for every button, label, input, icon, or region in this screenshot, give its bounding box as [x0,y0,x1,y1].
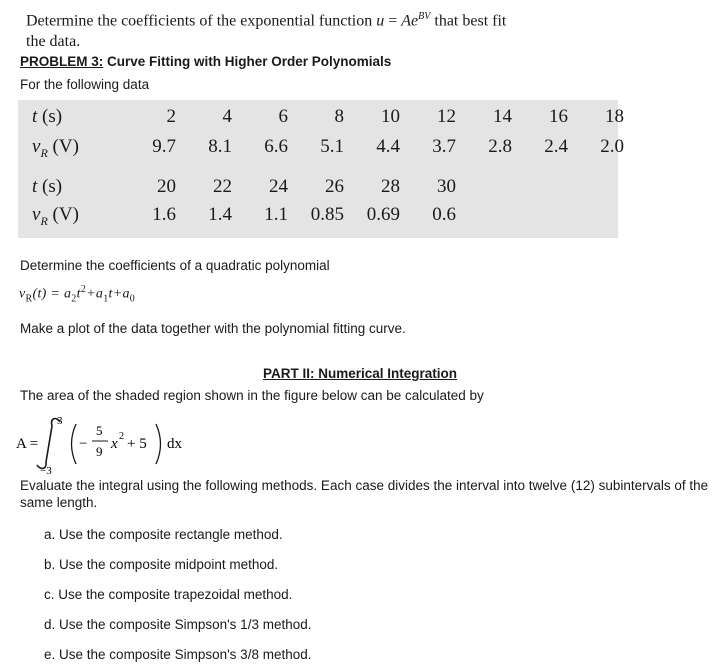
integral-x: x [111,436,118,452]
data-table [18,100,624,238]
table-cell: 2.4 [544,136,568,157]
fraction-numerator: 5 [96,423,103,438]
polynomial-equation: $v_R(t) = a_2t^2+a_1t+a_0$ [19,284,136,305]
table-cell: 0.85 [310,204,344,225]
table-cell: 6 [278,106,288,127]
intro-rhs: Ae [401,12,419,30]
intro-line1-prefix: Determine the coefficients of the exponential function [26,12,373,30]
method-item [44,557,278,572]
table-cell: 26 [325,176,344,197]
intro-line1-suffix: that best fit [434,12,507,30]
method-text: Use the composite Simpson's 1/3 method. [59,617,312,632]
table-cell: 28 [381,176,400,197]
table-cell: 2 [166,106,176,127]
table-cell: 2.0 [600,136,624,157]
evaluate-text: Evaluate the integral using the following methods. Each case divides the interval into twelve (12) subintervals of the same length. [20,478,709,510]
left-paren-icon [72,424,77,464]
plot-instruction: Make a plot of the data together with the polynomial fitting curve. [20,321,406,336]
method-text: Use the composite Simpson's 3/8 method. [59,647,312,662]
problem3-title [20,54,391,69]
right-paren-icon [156,424,161,464]
integral-upper-limit: 3 [57,415,63,427]
method-letter: e. [44,647,56,662]
table-cell: 8 [334,106,344,127]
method-item [44,617,311,632]
table-cell: 30 [437,176,456,197]
t-label: t (s) [32,106,63,127]
v-label: $v_R$ (V) [32,136,79,160]
method-letter: c. [44,587,55,602]
method-text: Use the composite midpoint method. [59,557,279,572]
method-letter: b. [44,557,56,572]
table-cell: 2.8 [488,136,512,157]
method-text: Use the composite trapezoidal method. [58,587,293,602]
integral-plus-const: + 5 [127,436,147,452]
table-cell: 1.1 [264,204,288,225]
method-item [44,587,292,602]
integral-equation [16,410,236,476]
method-letter: d. [44,617,56,632]
intro-line2: the data. [26,33,81,51]
table-cell: 0.6 [432,204,456,225]
method-text: Use the composite rectangle method. [59,527,283,542]
problem3-subtitle: For the following data [20,77,150,92]
table-cell: 8.1 [208,136,232,157]
table-cell: 4 [222,106,232,127]
table-cell: 24 [269,176,288,197]
area-text: The area of the shaded region shown in the figure below can be calculated by [20,388,484,403]
table-cell: 10 [381,106,400,127]
table-cell: 6.6 [264,136,288,157]
integral-lower-limit: −3 [40,465,52,476]
method-item [44,647,311,662]
method-item [44,527,283,542]
intro-var-u: u [376,12,385,30]
table-cell: 3.7 [432,136,456,157]
table-cell: 5.1 [320,136,344,157]
integral-lhs: A = [16,436,39,452]
t-label: t (s) [32,176,63,197]
table-cell: 4.4 [376,136,400,157]
integral-minus: − [79,436,88,452]
table-cell: 1.6 [152,204,176,225]
problem3-label: PROBLEM 3: [20,54,104,69]
table-cell: 16 [549,106,568,127]
intro-equals: = [388,12,398,30]
quadratic-text: Determine the coefficients of a quadratic polynomial [20,258,330,273]
table-cell: 18 [605,106,624,127]
table-cell: 12 [437,106,456,127]
table-cell: 9.7 [152,136,176,157]
table-cell: 1.4 [208,204,232,225]
table-cell: 0.69 [366,204,400,225]
table-cell: 14 [493,106,512,127]
integral-dx: dx [167,436,182,452]
intro-rhs-exp: BV [418,11,431,22]
v-label: $v_R$ (V) [32,204,79,228]
method-letter: a. [44,527,56,542]
problem3-title-rest: Curve Fitting with Higher Order Polynomials [107,54,392,69]
table-cell: 20 [157,176,176,197]
table-cell: 22 [213,176,232,197]
fraction-denominator: 9 [96,444,103,459]
part2-title: PART II: Numerical Integration [263,366,458,381]
integral-x-exponent: 2 [119,431,124,442]
intro-paragraph [26,6,626,52]
